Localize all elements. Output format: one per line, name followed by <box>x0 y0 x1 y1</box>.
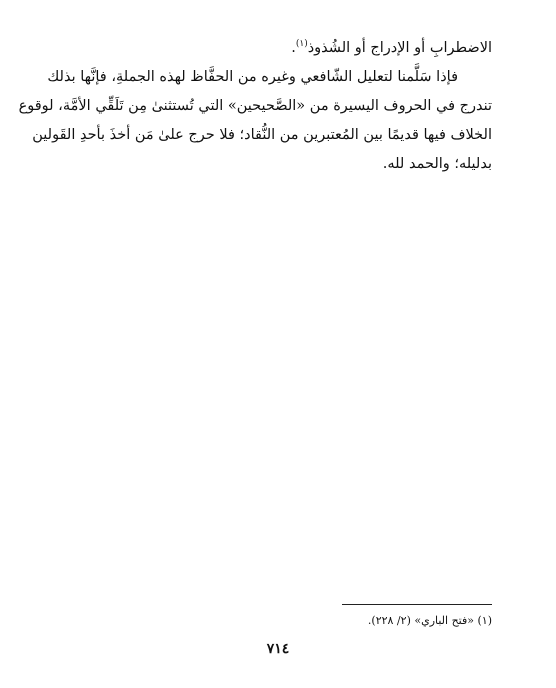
footnote-reference: (١) <box>295 39 308 50</box>
text-line-end: . <box>291 40 296 56</box>
text-line: تندرج في الحروف اليسيرة من «الصَّحيحين» التي تُستثنىٰ مِن تَلَقِّي الأمَّة، لوقوع <box>18 98 492 114</box>
text-line-content: الاضطرابِ أو الإدراج أو الشُذوذ <box>307 40 492 56</box>
text-line <box>62 34 492 63</box>
footnote: (١) «فتح الباري» (٢/ ٢٢٨). <box>367 614 492 627</box>
text-line: بدليله؛ والحمد لله. <box>382 156 492 172</box>
page-number: ٧١٤ <box>266 641 290 657</box>
text-line: الخلاف فيها قديمًا بين المُعتبرين من النُّقاد؛ فلا حرج علىٰ مَن أخذَ بأحدِ القَولين <box>32 127 492 143</box>
footnote-divider <box>342 604 492 605</box>
main-text <box>18 34 492 179</box>
text-line: فإذا سَلَّمنا لتعليل الشّافعي وغيره من الحفَّاظ لهذه الجملةِ، فإنَّها بذلك <box>47 69 458 85</box>
